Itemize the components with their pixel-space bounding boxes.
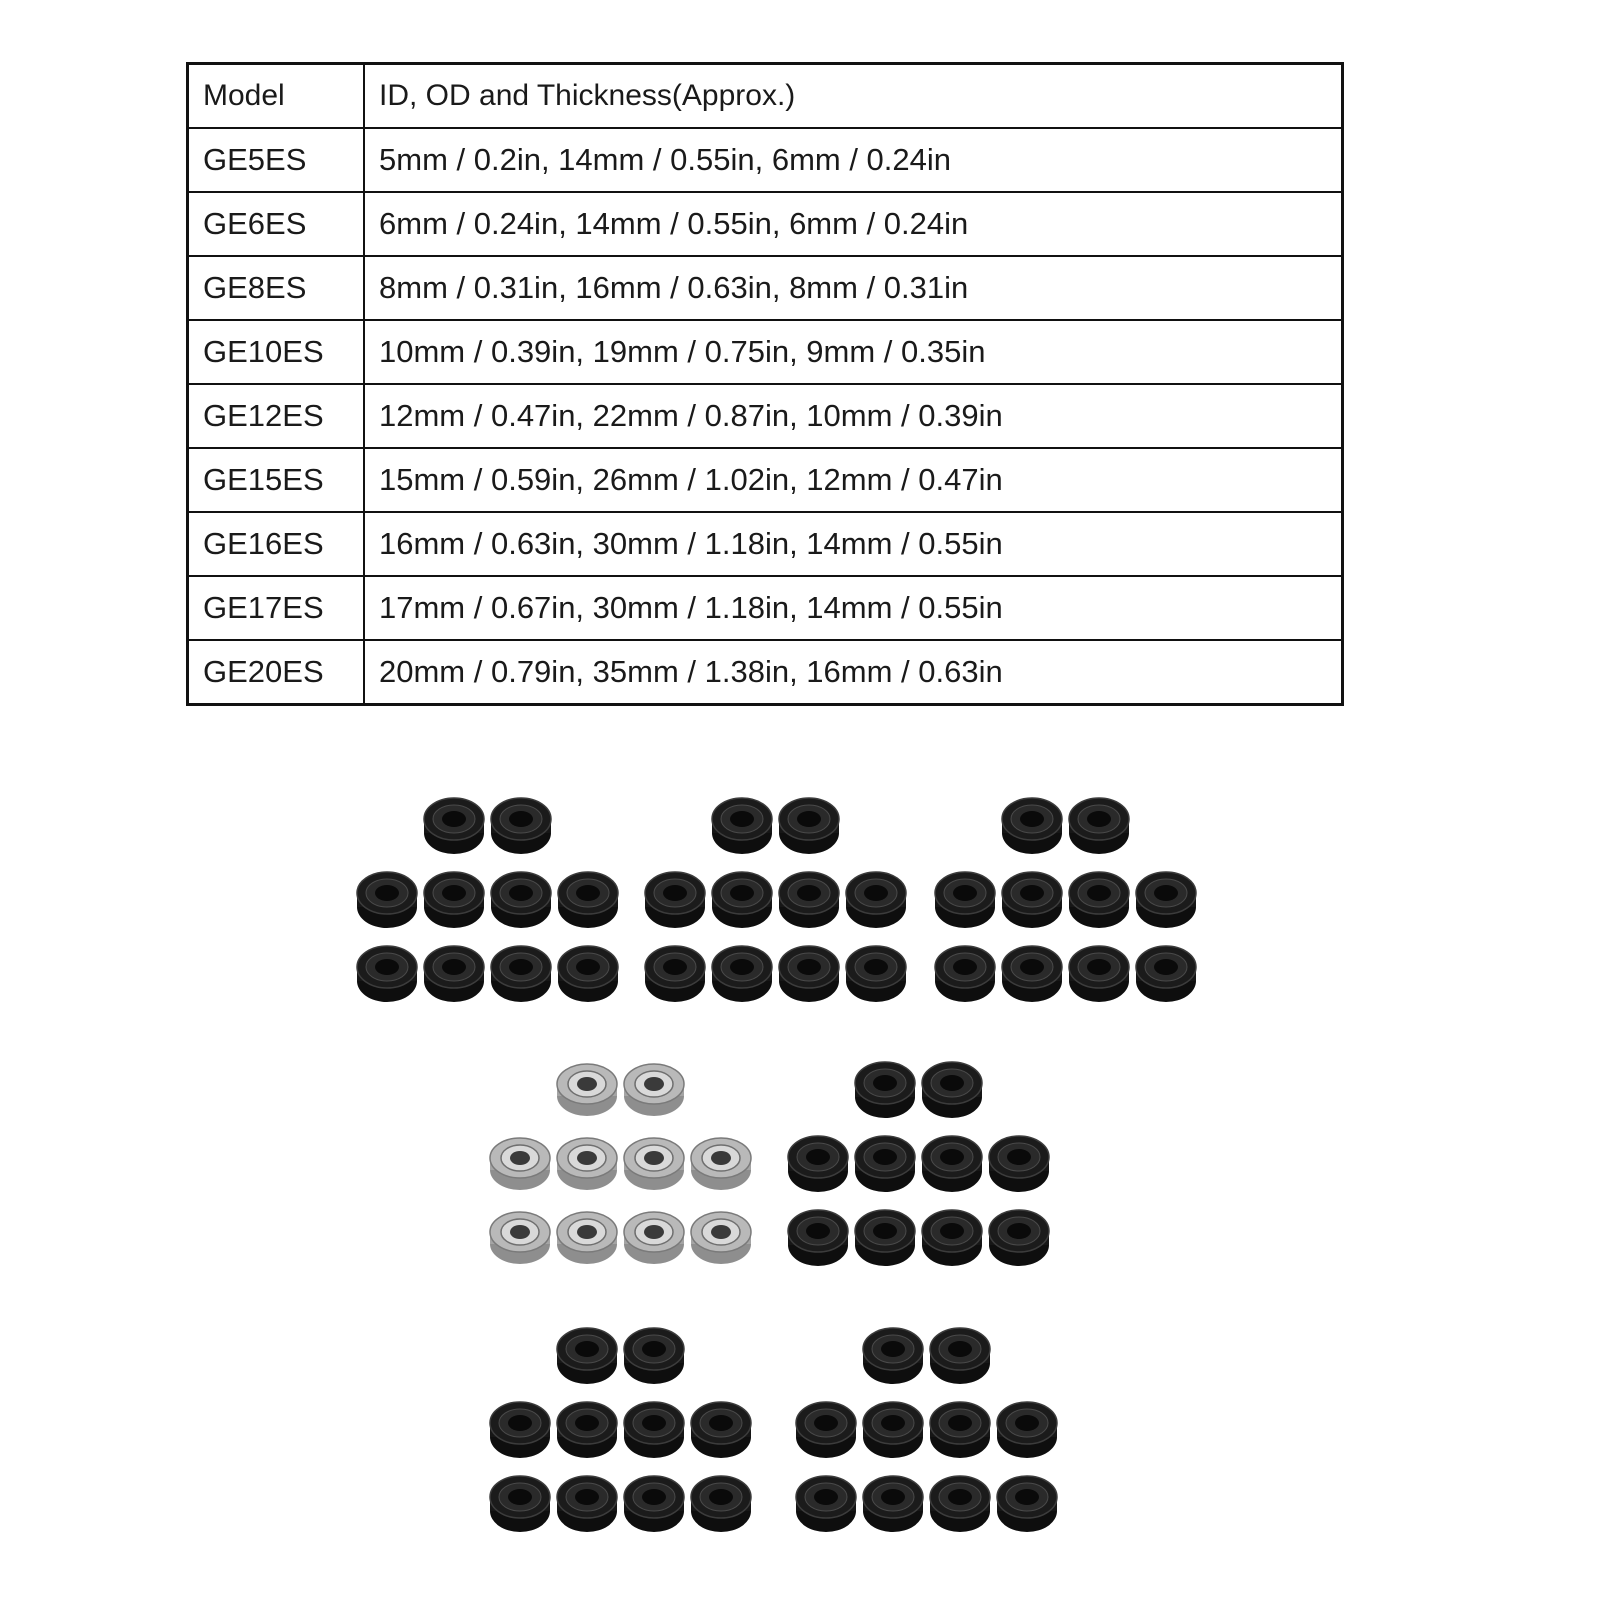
- bearing-group: [796, 1328, 1057, 1532]
- bearing-icon: [930, 1476, 990, 1532]
- bearing-icon: [930, 1402, 990, 1458]
- bearing-icon: [855, 1062, 915, 1118]
- bearing-icon: [922, 1062, 982, 1118]
- bearing-icon: [930, 1328, 990, 1384]
- bearing-icon: [779, 872, 839, 928]
- bearing-icon: [1002, 872, 1062, 928]
- cell-model: GE20ES: [188, 640, 365, 705]
- bearing-icon: [691, 1402, 751, 1458]
- bearing-icon: [557, 1402, 617, 1458]
- bearing-icon: [490, 1138, 550, 1190]
- bearing-icon: [1136, 872, 1196, 928]
- header-model: Model: [188, 64, 365, 129]
- bearing-icon: [796, 1402, 856, 1458]
- bearing-icon: [490, 1212, 550, 1264]
- bearing-icon: [624, 1212, 684, 1264]
- bearing-icon: [491, 946, 551, 1002]
- bearing-group: [357, 798, 618, 1002]
- bearing-icon: [1002, 798, 1062, 854]
- cell-model: GE15ES: [188, 448, 365, 512]
- bearing-group: [645, 798, 906, 1002]
- bearing-icon: [357, 872, 417, 928]
- cell-dimensions: 12mm / 0.47in, 22mm / 0.87in, 10mm / 0.39in: [364, 384, 1343, 448]
- bearing-icon: [779, 798, 839, 854]
- bearing-icon: [922, 1136, 982, 1192]
- bearing-group: [490, 1328, 751, 1532]
- cell-dimensions: 5mm / 0.2in, 14mm / 0.55in, 6mm / 0.24in: [364, 128, 1343, 192]
- bearing-icon: [846, 946, 906, 1002]
- bearing-icon: [1069, 946, 1129, 1002]
- cell-model: GE5ES: [188, 128, 365, 192]
- bearing-group: [788, 1062, 1049, 1266]
- bearing-icon: [712, 872, 772, 928]
- bearing-icon: [997, 1402, 1057, 1458]
- bearing-icon: [357, 946, 417, 1002]
- bearing-icon: [557, 1212, 617, 1264]
- bearing-icon: [935, 872, 995, 928]
- bearing-icon: [855, 1210, 915, 1266]
- bearing-icon: [558, 872, 618, 928]
- bearing-icon: [788, 1136, 848, 1192]
- cell-model: GE6ES: [188, 192, 365, 256]
- bearing-icon: [922, 1210, 982, 1266]
- bearing-icon: [557, 1328, 617, 1384]
- cell-dimensions: 15mm / 0.59in, 26mm / 1.02in, 12mm / 0.47in: [364, 448, 1343, 512]
- bearing-icon: [624, 1476, 684, 1532]
- bearing-icon: [989, 1210, 1049, 1266]
- cell-dimensions: 10mm / 0.39in, 19mm / 0.75in, 9mm / 0.35in: [364, 320, 1343, 384]
- cell-model: GE8ES: [188, 256, 365, 320]
- bearing-icon: [624, 1064, 684, 1116]
- bearing-icon: [645, 872, 705, 928]
- bearing-icon: [846, 872, 906, 928]
- bearing-icon: [712, 946, 772, 1002]
- bearing-icon: [557, 1476, 617, 1532]
- cell-dimensions: 8mm / 0.31in, 16mm / 0.63in, 8mm / 0.31in: [364, 256, 1343, 320]
- bearing-icon: [863, 1402, 923, 1458]
- bearing-icon: [424, 798, 484, 854]
- bearing-icon: [1136, 946, 1196, 1002]
- cell-dimensions: 20mm / 0.79in, 35mm / 1.38in, 16mm / 0.63in: [364, 640, 1343, 705]
- bearing-icon: [624, 1328, 684, 1384]
- bearing-icon: [424, 946, 484, 1002]
- bearing-icon: [691, 1476, 751, 1532]
- bearing-icon: [624, 1138, 684, 1190]
- bearing-icon: [691, 1138, 751, 1190]
- bearing-icon: [935, 946, 995, 1002]
- bearing-icon: [424, 872, 484, 928]
- bearing-icon: [691, 1212, 751, 1264]
- bearing-icon: [490, 1476, 550, 1532]
- bearing-icon: [490, 1402, 550, 1458]
- bearing-icon: [1069, 798, 1129, 854]
- cell-model: GE10ES: [188, 320, 365, 384]
- cell-model: GE12ES: [188, 384, 365, 448]
- cell-model: GE17ES: [188, 576, 365, 640]
- bearing-icon: [491, 872, 551, 928]
- bearing-icon: [863, 1328, 923, 1384]
- cell-dimensions: 17mm / 0.67in, 30mm / 1.18in, 14mm / 0.55in: [364, 576, 1343, 640]
- bearing-icon: [557, 1138, 617, 1190]
- bearing-icon: [1002, 946, 1062, 1002]
- cell-dimensions: 16mm / 0.63in, 30mm / 1.18in, 14mm / 0.55in: [364, 512, 1343, 576]
- bearing-icon: [863, 1476, 923, 1532]
- bearing-icon: [712, 798, 772, 854]
- bearing-icon: [796, 1476, 856, 1532]
- bearing-icon: [491, 798, 551, 854]
- bearing-icon: [779, 946, 839, 1002]
- header-dimensions: ID, OD and Thickness(Approx.): [364, 64, 1343, 129]
- bearing-icon: [1069, 872, 1129, 928]
- bearing-icon: [855, 1136, 915, 1192]
- bearing-icon: [788, 1210, 848, 1266]
- bearing-group: [490, 1064, 751, 1264]
- bearing-icon: [989, 1136, 1049, 1192]
- bearing-icon: [557, 1064, 617, 1116]
- cell-dimensions: 6mm / 0.24in, 14mm / 0.55in, 6mm / 0.24in: [364, 192, 1343, 256]
- bearing-group: [935, 798, 1196, 1002]
- bearing-icon: [558, 946, 618, 1002]
- bearing-icon: [645, 946, 705, 1002]
- bearing-icon: [624, 1402, 684, 1458]
- bearing-icon: [997, 1476, 1057, 1532]
- cell-model: GE16ES: [188, 512, 365, 576]
